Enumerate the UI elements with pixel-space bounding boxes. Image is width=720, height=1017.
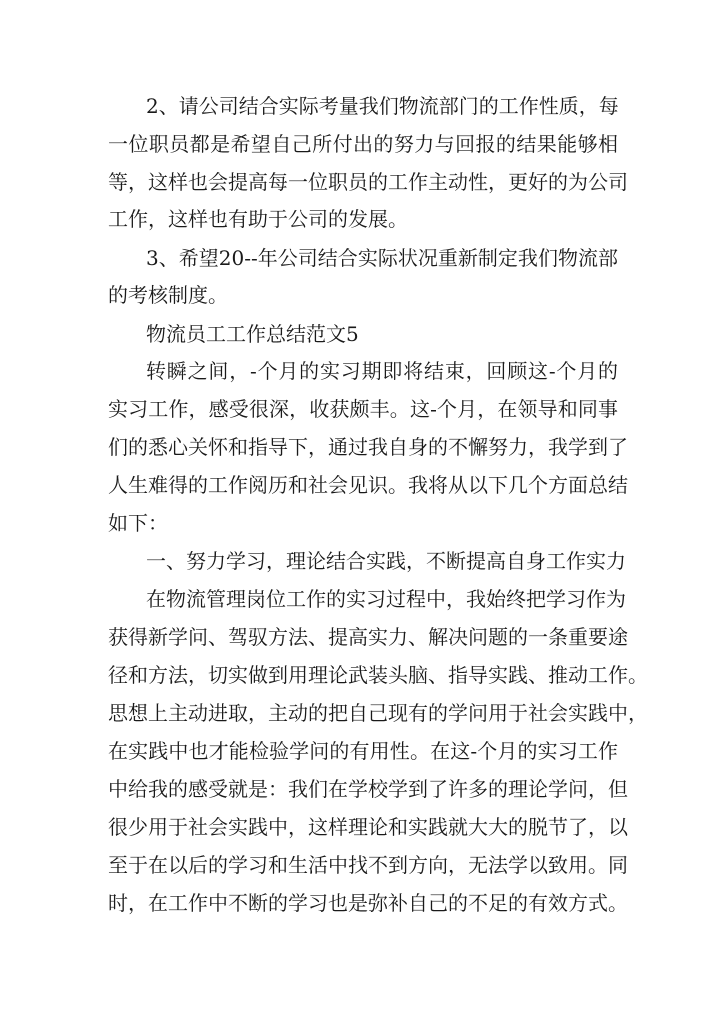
- section-title: 物流员工工作总结范文5: [146, 322, 359, 346]
- paragraph-body-1-line-5: 在实践中也才能检验学问的有用性。在这-个月的实习工作: [108, 739, 618, 763]
- paragraph-intro-line-3: 们的悉心关怀和指导下，通过我自身的不懈努力，我学到了: [108, 435, 628, 459]
- paragraph-body-1-line-2: 获得新学问、驾驭方法、提高实力、解决问题的一条重要途: [108, 625, 628, 649]
- paragraph-item-2-line-1: 2、请公司结合实际考量我们物流部门的工作性质，每: [146, 94, 619, 118]
- paragraph-body-1-line-9: 时，在工作中不断的学习也是弥补自己的不足的有效方式。: [108, 891, 628, 915]
- paragraph-body-1-line-3: 径和方法，切实做到用理论武装头脑、指导实践、推动工作。: [108, 663, 648, 687]
- paragraph-body-1-line-6: 中给我的感受就是：我们在学校学到了许多的理论学问，但: [108, 777, 628, 801]
- subheading-1: 一、努力学习，理论结合实践，不断提高自身工作实力: [146, 549, 626, 573]
- paragraph-intro-line-5: 如下：: [108, 511, 168, 535]
- paragraph-item-2-line-2: 一位职员都是希望自己所付出的努力与回报的结果能够相: [108, 132, 618, 156]
- paragraph-intro-line-4: 人生难得的工作阅历和社会见识。我将从以下几个方面总结: [108, 473, 628, 497]
- paragraph-item-3-line-2: 的考核制度。: [108, 283, 228, 307]
- paragraph-intro-line-2: 实习工作，感受很深，收获颇丰。这-个月，在领导和同事: [108, 397, 618, 421]
- paragraph-body-1-line-4: 思想上主动进取，主动的把自己现有的学问用于社会实践中，: [108, 701, 648, 725]
- paragraph-item-2-line-3: 等，这样也会提高每一位职员的工作主动性，更好的为公司: [108, 170, 628, 194]
- paragraph-body-1-line-7: 很少用于社会实践中，这样理论和实践就大大的脱节了，以: [108, 815, 628, 839]
- paragraph-body-1-line-1: 在物流管理岗位工作的实习过程中，我始终把学习作为: [146, 587, 626, 611]
- paragraph-item-2-line-4: 工作，这样也有助于公司的发展。: [108, 207, 408, 231]
- paragraph-body-1-line-8: 至于在以后的学习和生活中找不到方向，无法学以致用。同: [108, 853, 628, 877]
- paragraph-intro-line-1: 转瞬之间，-个月的实习期即将结束，回顾这-个月的: [146, 359, 618, 383]
- paragraph-item-3-line-1: 3、希望20--年公司结合实际状况重新制定我们物流部: [146, 246, 618, 270]
